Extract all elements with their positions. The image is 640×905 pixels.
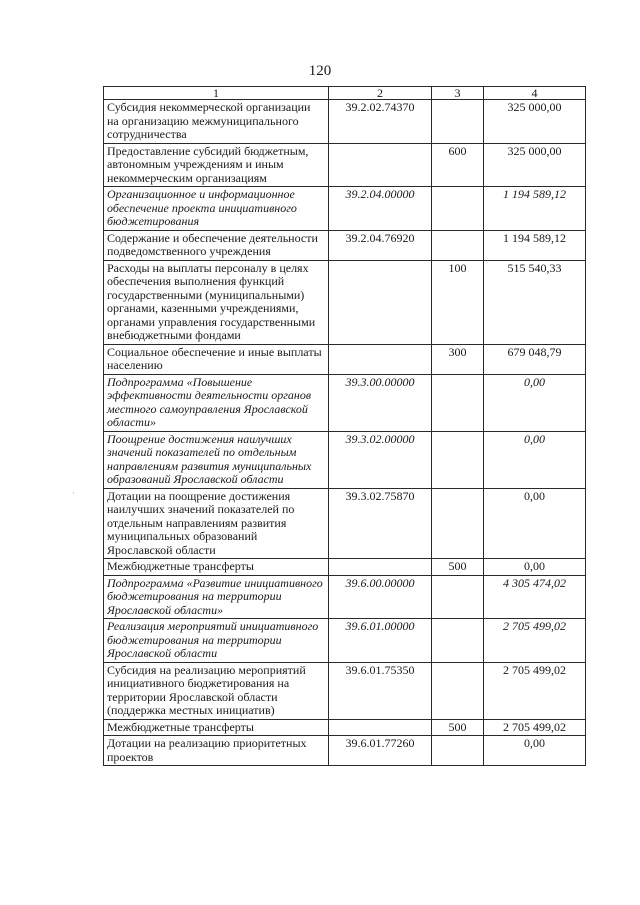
cell-code: 39.3.00.00000	[329, 374, 432, 431]
cell-kvr	[432, 662, 484, 719]
cell-name: Расходы на выплаты персоналу в целях обеспечения выполнения функций государственными (муниципальными) органами, казенными учреждениями, органами управления государственными внебюджетными фондами	[104, 260, 329, 344]
table-row	[104, 575, 586, 619]
table-row	[104, 719, 586, 736]
cell-amount: 0,00	[484, 488, 586, 559]
cell-amount: 1 194 589,12	[484, 187, 586, 231]
cell-kvr: 500	[432, 559, 484, 576]
table-row	[104, 374, 586, 431]
cell-amount: 2 705 499,02	[484, 719, 586, 736]
cell-amount: 0,00	[484, 374, 586, 431]
cell-code	[329, 260, 432, 344]
cell-amount: 1 194 589,12	[484, 230, 586, 260]
cell-kvr	[432, 488, 484, 559]
cell-name: Дотации на поощрение достижения наилучших значений показателей по отдельным направлениям развития муниципальных образований Ярославской области	[104, 488, 329, 559]
cell-kvr	[432, 187, 484, 231]
column-header-3: 3	[432, 87, 484, 100]
cell-name: Межбюджетные трансферты	[104, 559, 329, 576]
cell-name: Содержание и обеспечение деятельности подведомственного учреждения	[104, 230, 329, 260]
cell-code	[329, 719, 432, 736]
cell-name: Реализация мероприятий инициативного бюджетирования на территории Ярославской области	[104, 619, 329, 663]
table-row	[104, 260, 586, 344]
cell-kvr: 100	[432, 260, 484, 344]
table-row	[104, 187, 586, 231]
page-number: 120	[308, 63, 332, 79]
cell-code: 39.2.02.74370	[329, 100, 432, 144]
cell-name: Межбюджетные трансферты	[104, 719, 329, 736]
cell-code	[329, 143, 432, 187]
table-row	[104, 619, 586, 663]
cell-amount: 2 705 499,02	[484, 662, 586, 719]
cell-amount: 4 305 474,02	[484, 575, 586, 619]
table-header-row	[104, 87, 586, 100]
cell-code: 39.2.04.76920	[329, 230, 432, 260]
cell-name: Субсидия на реализацию мероприятий инициативного бюджетирования на территории Ярославской области (поддержка местных инициатив)	[104, 662, 329, 719]
table-row	[104, 736, 586, 766]
cell-amount: 325 000,00	[484, 100, 586, 144]
table-row	[104, 559, 586, 576]
cell-name: Субсидия некоммерческой организации на организацию межмуниципального сотрудничества	[104, 100, 329, 144]
table-row	[104, 230, 586, 260]
cell-amount: 679 048,79	[484, 344, 586, 374]
cell-kvr	[432, 100, 484, 144]
cell-amount: 2 705 499,02	[484, 619, 586, 663]
cell-kvr	[432, 374, 484, 431]
cell-amount: 0,00	[484, 736, 586, 766]
cell-code: 39.6.00.00000	[329, 575, 432, 619]
cell-code: 39.3.02.00000	[329, 431, 432, 488]
cell-amount: 0,00	[484, 559, 586, 576]
column-header-2: 2	[329, 87, 432, 100]
cell-code: 39.6.01.75350	[329, 662, 432, 719]
cell-code	[329, 559, 432, 576]
budget-table	[103, 86, 586, 766]
cell-name: Подпрограмма «Повышение эффективности деятельности органов местного самоуправления Ярославской области»	[104, 374, 329, 431]
table-row	[104, 100, 586, 144]
cell-name: Предоставление субсидий бюджетным, автономным учреждениям и иным некоммерческим организациям	[104, 143, 329, 187]
cell-kvr: 300	[432, 344, 484, 374]
cell-code: 39.2.04.00000	[329, 187, 432, 231]
cell-kvr	[432, 575, 484, 619]
cell-code: 39.6.01.77260	[329, 736, 432, 766]
cell-amount: 515 540,33	[484, 260, 586, 344]
cell-name: Дотации на реализацию приоритетных проектов	[104, 736, 329, 766]
cell-name: Подпрограмма «Развитие инициативного бюджетирования на территории Ярославской области»	[104, 575, 329, 619]
cell-name: Социальное обеспечение и иные выплаты населению	[104, 344, 329, 374]
table-row	[104, 344, 586, 374]
cell-kvr: 600	[432, 143, 484, 187]
cell-kvr	[432, 230, 484, 260]
cell-amount: 325 000,00	[484, 143, 586, 187]
cell-kvr	[432, 619, 484, 663]
cell-name: Организационное и информационное обеспечение проекта инициативного бюджетирования	[104, 187, 329, 231]
cell-kvr	[432, 431, 484, 488]
table-body	[104, 100, 586, 766]
cell-amount: 0,00	[484, 431, 586, 488]
column-header-1: 1	[104, 87, 329, 100]
table-row	[104, 662, 586, 719]
cell-code	[329, 344, 432, 374]
cell-kvr: 500	[432, 719, 484, 736]
column-header-4: 4	[484, 87, 586, 100]
cell-name: Поощрение достижения наилучших значений показателей по отдельным направлениям развития муниципальных образований Ярославской области	[104, 431, 329, 488]
cell-code: 39.6.01.00000	[329, 619, 432, 663]
cell-kvr	[432, 736, 484, 766]
table-row	[104, 488, 586, 559]
table-row	[104, 431, 586, 488]
cell-code: 39.3.02.75870	[329, 488, 432, 559]
margin-mark: ·	[72, 488, 75, 498]
table-row	[104, 143, 586, 187]
